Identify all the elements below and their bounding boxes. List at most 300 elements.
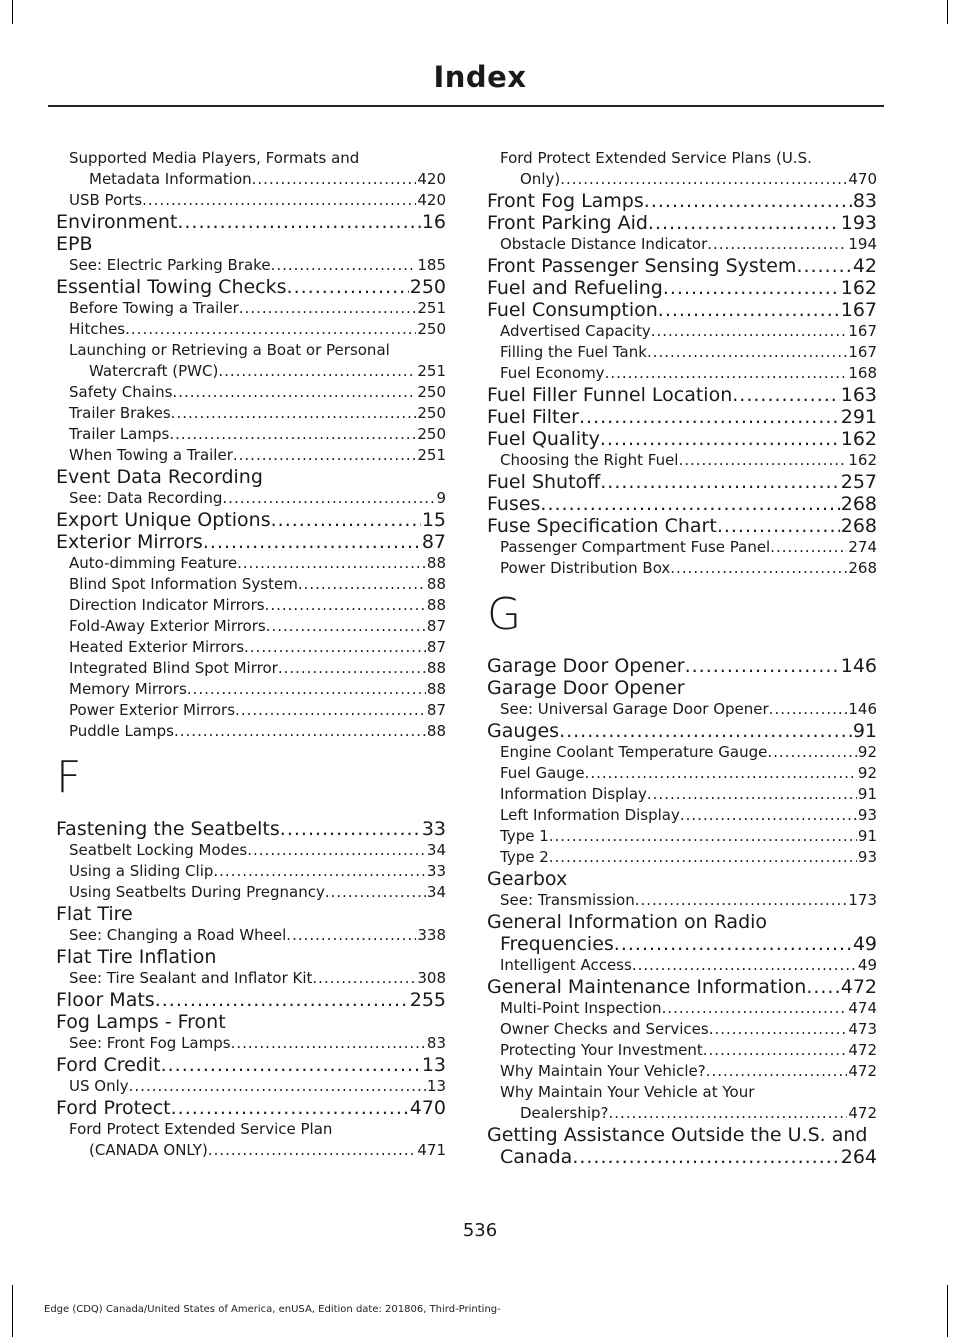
index-entry [487,471,877,493]
index-line-with-page [56,509,446,531]
page-reference: 49 [852,933,877,955]
index-entry [487,255,877,277]
index-entry [56,211,446,233]
dot-leader [609,1103,848,1124]
entry-text: Fuel Quality [487,428,600,450]
crop-mark-top-left-v [12,0,13,24]
index-entry [56,989,446,1011]
dot-leader [605,363,848,384]
index-entry [56,903,446,925]
entry-text: Fuse Specification Chart [487,515,717,537]
index-subentry [56,968,446,989]
entry-text: Memory Mirrors [69,680,187,698]
index-line-with-page [69,925,446,946]
entry-text: Ford Protect [56,1097,171,1119]
page-reference: 420 [417,170,446,188]
entry-text: Safety Chains [69,383,173,401]
entry-text: EPB [56,233,93,255]
page-reference: 168 [848,364,877,382]
dot-leader [155,989,409,1011]
crop-mark-bottom-left-v [12,1285,13,1337]
page-reference: 264 [840,1146,877,1168]
index-subentry [56,1033,446,1054]
entry-text: See: Tire Sealant and Inflator Kit [69,969,313,987]
dot-leader [177,211,420,233]
index-line-with-page [69,190,446,211]
index-subentry [56,700,446,721]
entry-text: Obstacle Distance Indicator [500,235,708,253]
entry-text: Why Maintain Your Vehicle? [500,1062,706,1080]
entry-text: Fuel Filter [487,406,579,428]
page-reference: 87 [426,617,446,635]
index-line-with-page [487,655,877,677]
dot-leader [239,298,417,319]
entry-text: USB Ports [69,191,143,209]
index-subentry [56,298,446,319]
index-subentry [56,721,446,742]
page-reference: 173 [848,891,877,909]
index-entry [56,818,446,840]
entry-text: Heated Exterior Mirrors [69,638,245,656]
page-reference: 255 [409,989,446,1011]
index-subentry [56,445,446,466]
page-reference: 470 [848,170,877,188]
index-subentry [56,148,446,190]
dot-leader [769,699,848,720]
entry-text: Direction Indicator Mirrors [69,596,265,614]
page-reference: 472 [848,1041,877,1059]
dot-leader [233,445,416,466]
index-line-with-page [500,363,877,384]
dot-leader [266,616,426,637]
page-reference: 88 [426,722,446,740]
index-line-with-page [500,847,877,868]
index-line-with-page [69,616,446,637]
page-reference: 9 [436,489,446,507]
page-reference: 268 [840,515,877,537]
dot-leader [796,255,851,277]
index-subentry [487,763,877,784]
dot-leader [161,1054,421,1076]
index-line-with-page [69,637,446,658]
page-reference: 472 [848,1062,877,1080]
page-number: 536 [462,1220,498,1241]
page-reference: 193 [840,212,877,234]
page-reference: 93 [857,848,877,866]
dot-leader [325,882,426,903]
index-subentry [487,450,877,471]
dot-leader [644,190,852,212]
index-subentry [487,998,877,1019]
entry-text: Essential Towing Checks [56,276,287,298]
entry-text: Using Seatbelts During Pregnancy [69,883,325,901]
index-line-with-page [69,679,446,700]
entry-text: Garage Door Opener [487,655,685,677]
dot-leader [129,1076,426,1097]
entry-text: Flat Tire Inflation [56,946,217,968]
index-line-with-page [69,574,446,595]
entry-text: Fold-Away Exterior Mirrors [69,617,266,635]
index-line-with-page [56,989,446,1011]
index-line-with-page [56,1054,446,1076]
index-subentry [56,658,446,679]
index-line-with-page [69,424,446,445]
dot-leader [312,968,416,989]
entry-text: Fastening the Seatbelts [56,818,280,840]
dot-leader [685,655,840,677]
page-reference: 162 [848,451,877,469]
index-subentry [56,637,446,658]
index-subentry [487,342,877,363]
index-line-with-page [487,277,877,299]
entry-text: Launching or Retrieving a Boat or Personal [69,341,390,359]
index-subentry [56,403,446,424]
index-line-with-page [487,190,877,212]
page-reference: 338 [417,926,446,944]
dot-leader [171,1097,409,1119]
dot-leader [635,890,848,911]
dot-leader [252,169,417,190]
index-line-with-page [500,1019,877,1040]
index-line-with-page [69,882,446,903]
page-reference: 250 [417,320,446,338]
dot-leader [271,509,421,531]
index-line-with-page [500,826,877,847]
page-reference: 257 [840,471,877,493]
page-reference: 146 [848,700,877,718]
index-subentry [56,1076,446,1097]
dot-leader [707,234,847,255]
page-reference: 92 [857,743,877,761]
index-entry [487,190,877,212]
footer-edition-info: Edge (CDQ) Canada/United States of America, enUSA, Edition date: 201806, Third-Printing- [44,1304,501,1315]
index-subentry [487,1019,877,1040]
index-line-with-page [56,276,446,298]
page-reference: 88 [426,596,446,614]
entry-text: Environment [56,211,178,233]
index-line-with-page [500,763,877,784]
index-line-with-page [69,298,446,319]
entry-text: Fuel Gauge [500,764,585,782]
page-reference: 250 [417,425,446,443]
index-entry [487,406,877,428]
dot-leader [670,558,847,579]
dot-leader [732,384,839,406]
dot-leader [658,299,840,321]
entry-text: Fuel Shutoff [487,471,601,493]
dot-leader [559,720,852,742]
dot-leader [247,840,426,861]
index-entry [56,1097,446,1119]
index-line-with-page [487,933,877,955]
crop-mark-bottom-right-v [947,1285,948,1337]
index-line-with-page [69,319,446,340]
dot-leader [614,933,852,955]
index-entry [487,515,877,537]
entry-text: See: Data Recording [69,489,223,507]
entry-text: Only) [520,170,561,188]
section-letter: G [487,589,522,640]
dot-leader [265,595,426,616]
page-reference: 163 [840,384,877,406]
page-reference: 250 [417,383,446,401]
dot-leader [203,531,421,553]
entry-text: When Towing a Trailer [69,446,233,464]
index-line-with-page [487,471,877,493]
dot-leader [286,925,416,946]
entry-text: Before Towing a Trailer [69,299,239,317]
dot-leader [680,805,857,826]
dot-leader [540,493,839,515]
index-subentry [487,1082,877,1124]
page-reference: 185 [417,256,446,274]
index-subentry [56,382,446,403]
entry-text: Ford Protect Extended Service Plan [69,1120,333,1138]
entry-text: Event Data Recording [56,466,263,488]
index-line-with-page [69,445,446,466]
index-line-with-page [487,212,877,234]
index-line-with-page [500,234,877,255]
page-reference: 91 [857,785,877,803]
dot-leader [222,488,435,509]
index-subentry [56,616,446,637]
entry-text: Fog Lamps - Front [56,1011,226,1033]
entry-text: Owner Checks and Services [500,1020,709,1038]
index-subentry [56,553,446,574]
index-line-with-page [500,742,877,763]
entry-text: Dealership? [520,1104,609,1122]
index-line-with-page [69,255,446,276]
dot-leader [235,700,426,721]
entry-text: Ford Protect Extended Service Plans (U.S. [500,149,812,167]
entry-text: Protecting Your Investment [500,1041,703,1059]
index-subentry [487,148,877,190]
page-reference: 268 [848,559,877,577]
index-subentry [487,847,877,868]
dot-leader [647,342,847,363]
index-subentry [487,537,877,558]
index-entry [487,720,877,742]
entry-text: Power Exterior Mirrors [69,701,236,719]
dot-leader [560,169,847,190]
index-entry [56,466,446,488]
entry-text: Engine Coolant Temperature Gauge [500,743,768,761]
entry-text: Trailer Brakes [69,404,171,422]
index-line-with-page [500,537,877,558]
page-reference: 167 [848,322,877,340]
index-subentry [487,699,877,720]
entry-text: Filling the Fuel Tank [500,343,647,361]
index-subentry [56,488,446,509]
page-reference: 251 [417,446,446,464]
index-subentry [487,890,877,911]
entry-text: Blind Spot Information System [69,575,298,593]
entry-text: Gauges [487,720,560,742]
page-reference: 162 [840,428,877,450]
index-line-with-page [487,1146,877,1168]
index-line-with-page [69,595,446,616]
page-reference: 194 [848,235,877,253]
index-entry [56,1054,446,1076]
entry-text: US Only [69,1077,129,1095]
page-reference: 250 [409,276,446,298]
dot-leader [125,319,416,340]
index-entry [56,531,446,553]
entry-text: Gearbox [487,868,568,890]
page-reference: 162 [840,277,877,299]
entry-text: Advertised Capacity [500,322,651,340]
index-line-with-page [500,558,877,579]
index-subentry [487,1040,877,1061]
page-reference: 146 [840,655,877,677]
index-line-with-page [69,488,446,509]
entry-text: Exterior Mirrors [56,531,203,553]
dot-leader [706,1061,848,1082]
dot-leader [208,1140,417,1161]
index-line-with-page [69,658,446,679]
page-reference: 472 [848,1104,877,1122]
index-line-with-page [500,805,877,826]
dot-leader [703,1040,848,1061]
entry-text: Why Maintain Your Vehicle at Your [500,1083,755,1101]
entry-text: Intelligent Access [500,956,632,974]
index-subentry [56,424,446,445]
index-line-with-page [487,384,877,406]
page-reference: 33 [421,818,446,840]
index-line-with-page [69,840,446,861]
page-reference: 291 [840,406,877,428]
section-letter: F [56,752,82,803]
page-reference: 49 [857,956,877,974]
index-subentry [487,363,877,384]
index-line-with-page [500,890,877,911]
entry-text: General Information on Radio [487,911,768,933]
page-reference: 88 [426,680,446,698]
entry-text: Supported Media Players, Formats and [69,149,360,167]
entry-text: Power Distribution Box [500,559,671,577]
index-line-with-page [500,321,877,342]
page-reference: 91 [852,720,877,742]
dot-leader [663,277,840,299]
index-line-with-page [69,553,446,574]
index-subentry [487,321,877,342]
page-reference: 420 [417,191,446,209]
index-entry [487,493,877,515]
dot-leader [280,818,421,840]
page-reference: 34 [426,883,446,901]
entry-text: Hitches [69,320,126,338]
index-column-left [56,148,446,1161]
index-subentry [487,955,877,976]
index-entry [487,212,877,234]
dot-leader [218,361,416,382]
index-line-with-page [487,406,877,428]
dot-leader [662,998,848,1019]
dot-leader [231,1033,426,1054]
entry-text: Left Information Display [500,806,680,824]
dot-leader [651,321,848,342]
index-line-with-page [487,720,877,742]
index-entry [487,428,877,450]
index-line-with-page [69,382,446,403]
dot-leader [298,574,426,595]
page-reference: 42 [852,255,877,277]
page-reference: 33 [426,862,446,880]
entry-text: See: Front Fog Lamps [69,1034,231,1052]
page-reference: 251 [417,362,446,380]
page-reference: 15 [421,509,446,531]
page-reference: 471 [417,1141,446,1159]
dot-leader [572,1146,839,1168]
index-column-right [487,148,877,1168]
entry-text: Seatbelt Locking Modes [69,841,248,859]
dot-leader [678,450,847,471]
index-entry [487,299,877,321]
dot-leader [600,471,839,493]
page-reference: 470 [409,1097,446,1119]
dot-leader [648,212,840,234]
page-title: Index [433,60,527,94]
entry-text: Type 2 [500,848,549,866]
index-line-with-page [487,428,877,450]
entry-text: Watercraft (PWC) [89,362,219,380]
dot-leader [174,721,426,742]
index-line-with-page [500,1040,877,1061]
index-line-with-page [500,342,877,363]
page-reference: 13 [426,1077,446,1095]
index-subentry [487,805,877,826]
dot-leader [770,537,847,558]
entry-text: Front Passenger Sensing System [487,255,797,277]
index-entry [487,655,877,677]
index-subentry [487,742,877,763]
entry-text: Integrated Blind Spot Mirror [69,659,278,677]
index-entry [56,509,446,531]
index-subentry [56,925,446,946]
entry-text: (CANADA ONLY) [89,1141,208,1159]
index-line-with-page [500,1061,877,1082]
index-subentry [56,595,446,616]
page-reference: 83 [852,190,877,212]
page-reference: 472 [840,976,877,998]
index-subentry [56,319,446,340]
dot-leader [287,276,409,298]
page-reference: 251 [417,299,446,317]
dot-leader [632,955,857,976]
entry-text: Trailer Lamps [69,425,170,443]
entry-text: Floor Mats [56,989,155,1011]
entry-text: Fuel Economy [500,364,605,382]
index-line-with-page [500,169,877,190]
entry-text: Fuel and Refueling [487,277,663,299]
index-line-with-page [69,721,446,742]
entry-text: Front Parking Aid [487,212,648,234]
page-reference: 474 [848,999,877,1017]
entry-text: Using a Sliding Clip [69,862,214,880]
page-reference: 167 [848,343,877,361]
entry-text: Auto-dimming Feature [69,554,238,572]
entry-text: See: Universal Garage Door Opener [500,700,769,718]
entry-text: Fuses [487,493,541,515]
page-reference: 268 [840,493,877,515]
index-line-with-page [69,1033,446,1054]
index-entry [487,911,877,955]
dot-leader [767,742,857,763]
index-subentry [56,190,446,211]
index-line-with-page [487,493,877,515]
index-line-with-page [487,255,877,277]
index-subentry [56,882,446,903]
